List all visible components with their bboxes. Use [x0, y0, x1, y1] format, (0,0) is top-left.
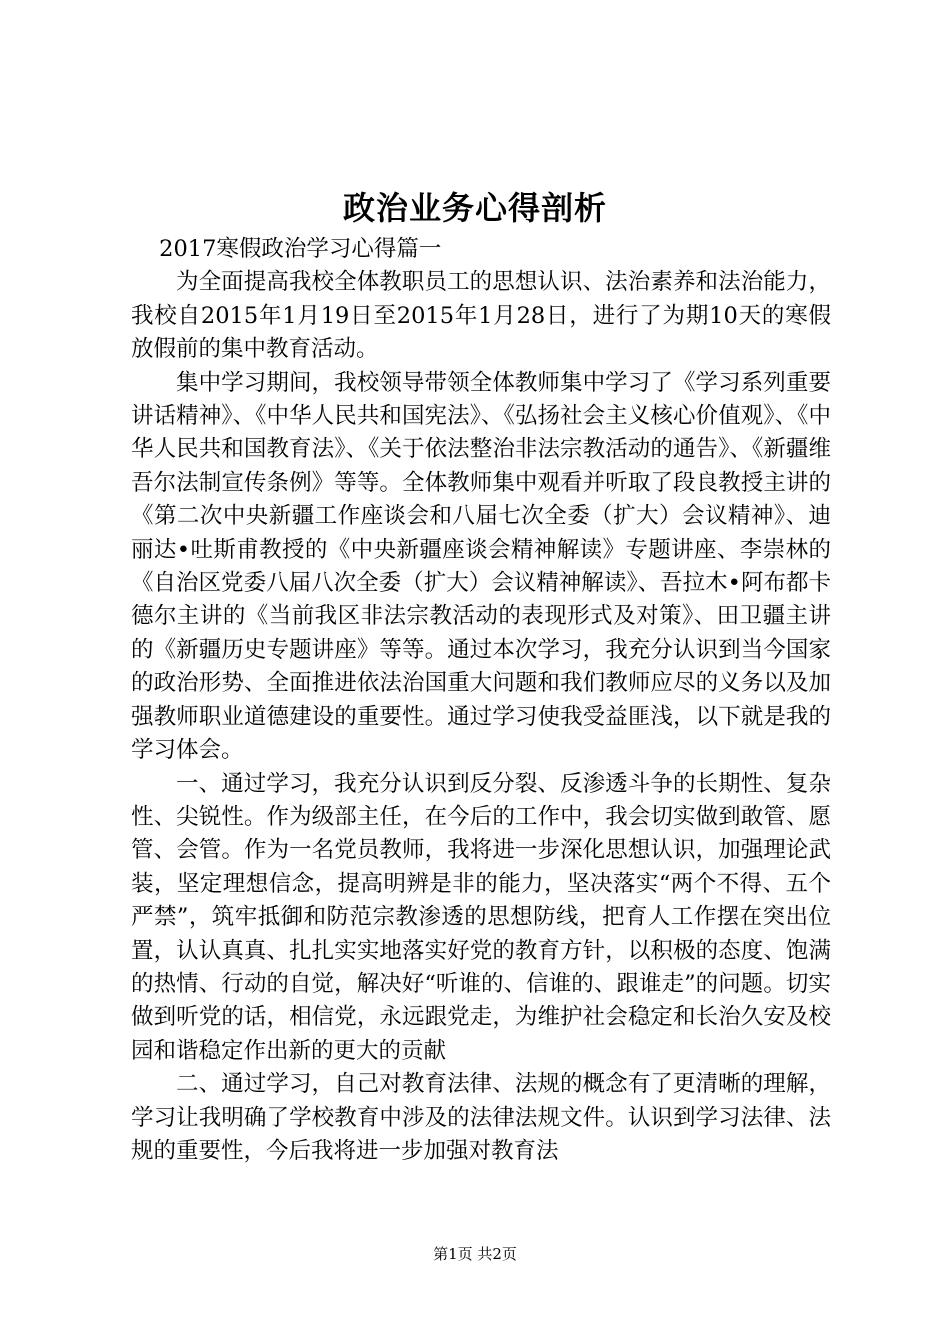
document-title: 政治业务心得剖析: [342, 189, 607, 227]
section-heading: 2017寒假政治学习心得篇一: [159, 236, 442, 262]
paragraph: 集中学习期间，我校领导带领全体教师集中学习了《学习系列重要讲话精神》、《中华人民共和国宪法》、《弘扬社会主义核心价值观》、《中华人民共和国教育法》、《关于依法整治非法宗教活动的通告》、《新疆维吾尔法制宣传条例》等等。全体教师集中观看并听取了段良教授主讲的《第二次中央新疆工作座谈会和八届七次全委（扩大）会议精神》、迪丽达•吐斯甫教授的《中央新疆座谈会精神解读》专题讲座、李崇林的《自治区党委八届八次全委（扩大）会议精神解读》、吾拉木•阿布都卡德尔主讲的《当前我区非法宗教活动的表现形式及对策》、田卫疆主讲的《新疆历史专题讲座》等等。通过本次学习，我充分认识到当今国家的政治形势、全面推进依法治国重大问题和我们教师应尽的义务以及加强教师职业道德建设的重要性。通过学习使我受益匪浅，以下就是我的学习体会。: [131, 369, 831, 764]
paragraph: 二、通过学习，自己对教育法律、法规的概念有了更清晰的理解，学习让我明确了学校教育中涉及的法律法规文件。认识到学习法律、法规的重要性，今后我将进一步加强对教育法: [131, 1071, 831, 1164]
document-body: [131, 233, 831, 1168]
paragraph: 为全面提高我校全体教职员工的思想认识、法治素养和法治能力，我校自2015年1月19日至2015年1月28日，进行了为期10天的寒假放假前的集中教育活动。: [131, 269, 831, 363]
page-number-footer: 第1页 共2页: [433, 1245, 517, 1263]
paragraph: 一、通过学习，我充分认识到反分裂、反渗透斗争的长期性、复杂性、尖锐性。作为级部主任，在今后的工作中，我会切实做到敢管、愿管、会管。作为一名党员教师，我将进一步深化思想认识，加强理论武装，坚定理想信念，提高明辨是非的能力，坚决落实“两个不得、五个严禁”，筑牢抵御和防范宗教渗透的思想防线，把育人工作摆在突出位置，认认真真、扎扎实实地落实好党的教育方针，以积极的态度、饱满的热情、行动的自觉，解决好“听谁的、信谁的、跟谁走”的问题。切实做到听党的话，相信党，永远跟党走，为维护社会稳定和长治久安及校园和谐稳定作出新的更大的贡献: [131, 770, 831, 1064]
